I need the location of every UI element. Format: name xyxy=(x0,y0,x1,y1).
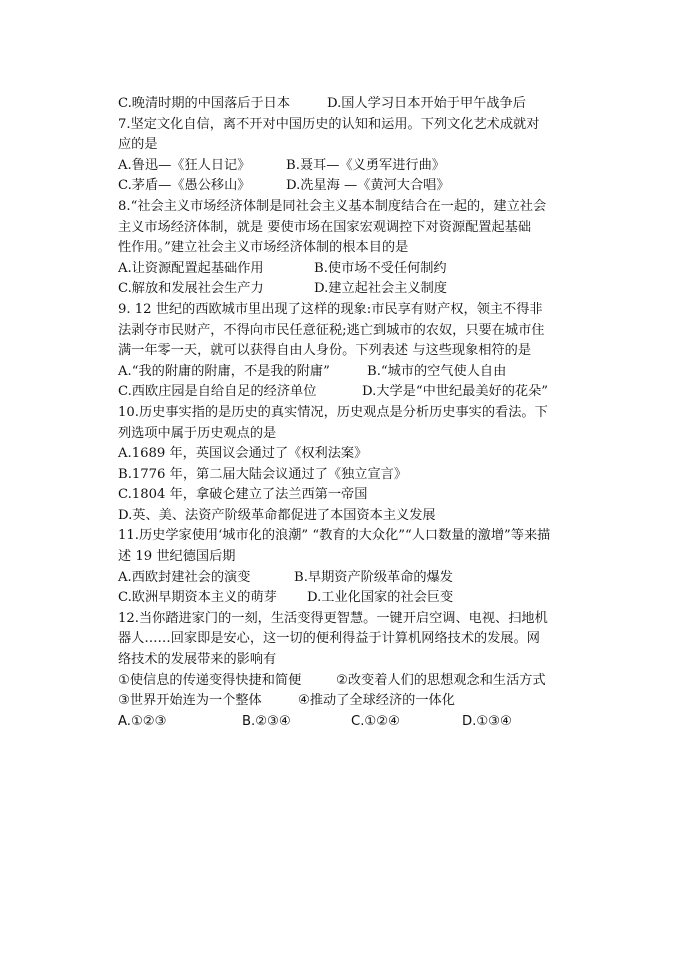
q7-option-b: B.聂耳—《义勇军进行曲》 xyxy=(286,157,445,173)
q6-options-row-cd xyxy=(118,94,580,115)
q11-option-a: A.西欧封建社会的演变 xyxy=(118,569,251,585)
q12-stem-line-1: 12.当你踏进家门的一刻，生活变得更智慧。一键开启空调、电视、扫地机 xyxy=(118,610,548,626)
q12-stem-line-3: 络技术的发展带来的影响有 xyxy=(118,652,277,668)
q7-options-row-cd xyxy=(118,176,580,197)
q8-stem-line-1: 8.“社会主义市场经济体制是同社会主义基本制度结合在一起的，建立社会 xyxy=(118,198,547,214)
q11-options-row-ab xyxy=(118,568,580,589)
q6-option-d: D.国人学习日本开始于甲午战争后 xyxy=(327,96,526,111)
q8-option-d: D.建立起社会主义制度 xyxy=(314,281,447,297)
q7-stem-line-2: 应的是 xyxy=(118,137,158,153)
q12-item-1: ①使信息的传递变得快捷和简便 xyxy=(118,672,302,688)
q6-option-c: C.晚清时期的中国落后于日本 xyxy=(118,96,291,111)
q9-stem-line-1: 9. 12 世纪的西欧城市里出现了这样的现象:市民享有财产权，领主不得非 xyxy=(118,301,543,317)
q12-items-row-34 xyxy=(118,691,580,712)
q8-option-a: A.让资源配置起基础作用 xyxy=(118,260,264,276)
q7-option-a: A.鲁迅—《狂人日记》 xyxy=(118,157,251,173)
q9-option-d: D.大学是“中世纪最美好的花朵” xyxy=(362,384,549,400)
q9-option-a: A.“我的附庸的附庸，不是我的附庸” xyxy=(118,363,330,379)
exam-page xyxy=(118,94,580,732)
q8-stem-line-3: 性作用。”建立社会主义市场经济体制的根本目的是 xyxy=(118,240,409,256)
q11-options-row-cd xyxy=(118,588,580,609)
q10-option-a: A.1689 年，英国议会通过了《权利法案》 xyxy=(118,446,368,462)
q8-options-row-ab xyxy=(118,259,580,280)
q9-option-b: B.“城市的空气使人自由 xyxy=(367,363,507,379)
q12-option-d: D.①③④ xyxy=(462,713,512,729)
q8-stem-line-2: 主义市场经济体制，就是 要使市场在国家宏观调控下对资源配置起基础 xyxy=(118,219,532,235)
q8-options-row-cd xyxy=(118,279,580,300)
q11-option-c: C.欧洲早期资本主义的萌芽 xyxy=(118,590,277,606)
q7-option-d: D.冼星海 —《黄河大合唱》 xyxy=(286,178,450,194)
q11-stem-line-2: 述 19 世纪德国后期 xyxy=(118,549,236,565)
q10-option-b: B.1776 年，第二届大陆会议通过了《独立宣言》 xyxy=(118,466,408,482)
q9-option-c: C.西欧庄园是自给自足的经济单位 xyxy=(118,384,317,400)
q12-option-c: C.①②④ xyxy=(351,713,400,729)
q9-stem-line-3: 满一年零一天，就可以获得自由人身份。下列表述 与这些现象相符的是 xyxy=(118,343,532,359)
q12-item-3: ③世界开始连为一个整体 xyxy=(118,693,262,709)
q9-options-row-ab xyxy=(118,362,580,383)
q12-items-row-12 xyxy=(118,671,580,692)
q10-stem-line-2: 列选项中属于历史观点的是 xyxy=(118,425,277,441)
q10-option-d: D.英、美、法资产阶级革命都促进了本国资本主义发展 xyxy=(118,507,436,523)
q12-stem-line-2: 器人……回家即是安心，这一切的便利得益于计算机网络技术的发展。网 xyxy=(118,631,540,647)
q8-option-b: B.使市场不受任何制约 xyxy=(314,260,447,276)
q11-option-d: D.工业化国家的社会巨变 xyxy=(307,590,454,606)
q10-option-c: C.1804 年，拿破仑建立了法兰西第一帝国 xyxy=(118,487,368,503)
q12-item-2: ②改变着人们的思想观念和生活方式 xyxy=(336,672,546,688)
q10-stem-line-1: 10.历史事实指的是历史的真实情况，历史观点是分析历史事实的看法。下 xyxy=(118,404,548,420)
q9-options-row-cd xyxy=(118,382,580,403)
q7-stem-line-1: 7.坚定文化自信，离不开对中国历史的认知和运用。下列文化艺术成就对 xyxy=(118,116,540,132)
q12-options-row xyxy=(118,712,580,733)
q7-options-row-ab xyxy=(118,156,580,177)
q9-stem-line-2: 法剥夺市民财产，不得向市民任意征税;逃亡到城市的农奴，只要在城市住 xyxy=(118,322,545,338)
q7-option-c: C.茅盾—《愚公移山》 xyxy=(118,178,251,194)
q12-item-4: ④推动了全球经济的一体化 xyxy=(298,693,455,709)
q12-option-b: B.②③④ xyxy=(242,713,291,729)
q8-option-c: C.解放和发展社会生产力 xyxy=(118,281,264,297)
q12-option-a: A.①②③ xyxy=(118,713,167,729)
q11-option-b: B.早期资产阶级革命的爆发 xyxy=(294,569,453,585)
q11-stem-line-1: 11.历史学家使用‘城市化的浪潮” “教育的大众化”“人口数量的激增”等来描 xyxy=(118,528,551,544)
